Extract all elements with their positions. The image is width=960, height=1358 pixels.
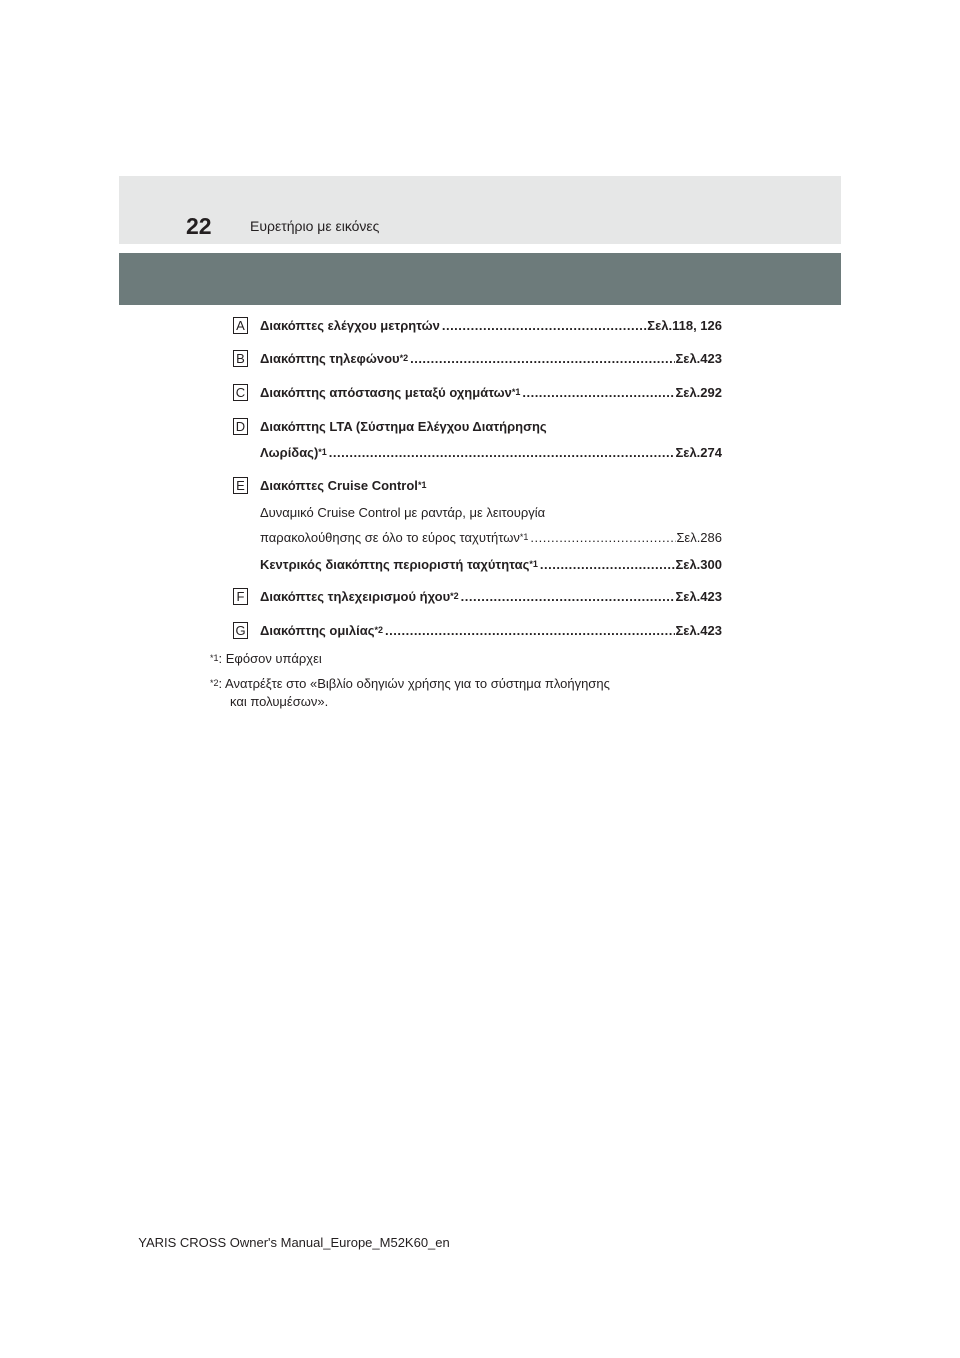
entry-e-sub2-page[interactable]: Σελ.300 xyxy=(675,557,722,572)
letter-badge-b: B xyxy=(233,350,248,367)
footnote-2 xyxy=(210,676,610,692)
footnote-1-text: : Εφόσον υπάρχει xyxy=(218,651,322,666)
footnote-1 xyxy=(210,651,322,667)
entry-g-label: Διακόπτης ομιλίας xyxy=(260,623,375,638)
leader-dots xyxy=(520,385,675,401)
entry-c-page[interactable]: Σελ.292 xyxy=(675,385,722,400)
entry-b-label: Διακόπτης τηλεφώνου xyxy=(260,351,400,366)
entry-f-label: Διακόπτες τηλεχειρισμού ήχου xyxy=(260,589,451,604)
leader-dots xyxy=(327,445,676,461)
footnote-1-mark: *1 xyxy=(210,653,219,663)
leader-dots xyxy=(459,589,676,605)
entry-c[interactable]: Διακόπτης απόστασης μεταξύ οχημάτων $^{*1}$ ..... Σελ.292 xyxy=(260,385,722,401)
entry-b-page[interactable]: Σελ.423 xyxy=(675,351,722,366)
letter-badge-d: D xyxy=(233,418,248,435)
entry-e-sub1[interactable]: παρακολούθησης σε όλο το εύρος ταχυτήτων $^{*1}$ ..... Σελ.286 xyxy=(260,530,722,546)
letter-badge-c: C xyxy=(233,384,248,401)
letter-badge-g: G xyxy=(233,622,248,639)
page-footer xyxy=(0,1235,960,1251)
entry-f-page[interactable]: Σελ.423 xyxy=(675,589,722,604)
entry-d-line1 xyxy=(260,419,722,435)
entry-e-sub1-line1: Δυναμικό Cruise Control με ραντάρ, με λειτουργία xyxy=(260,505,546,520)
entry-a-label: Διακόπτες ελέγχου μετρητών xyxy=(260,318,440,333)
entry-e-sub1-page[interactable]: Σελ.286 xyxy=(676,530,722,545)
entry-b[interactable]: Διακόπτης τηλεφώνου $^{*2}$ ..... Σελ.423 xyxy=(260,351,722,367)
entry-d-label: Λωρίδας) xyxy=(260,445,319,460)
entry-a[interactable] xyxy=(260,318,722,334)
leader-dots xyxy=(440,318,647,334)
letter-badge-f: F xyxy=(233,588,248,605)
entry-d-label-line1: Διακόπτης LTA (Σύστημα Ελέγχου Διατήρησης xyxy=(260,419,547,434)
entry-e-sub2[interactable]: Κεντρικός διακόπτης περιοριστή ταχύτητας $^{*1}$ ..... Σελ.300 xyxy=(260,557,722,573)
entry-a-page[interactable]: Σελ.118, 126 xyxy=(647,318,722,333)
leader-dots xyxy=(408,351,675,367)
page-header xyxy=(119,176,841,244)
entry-e: Διακόπτες Cruise Control $^{*1}$ xyxy=(260,478,427,493)
leader-dots xyxy=(383,623,675,639)
entry-e-sub2-label: Κεντρικός διακόπτης περιοριστή ταχύτητας xyxy=(260,557,530,572)
entry-f[interactable]: Διακόπτες τηλεχειρισμού ήχου $^{*2}$ ..... Σελ.423 xyxy=(260,589,722,605)
leader-dots xyxy=(528,530,676,546)
entry-e-label: Διακόπτες Cruise Control xyxy=(260,478,418,493)
page-number: 22 xyxy=(186,213,212,239)
entry-g-page[interactable]: Σελ.423 xyxy=(675,623,722,638)
letter-badge-a: A xyxy=(233,317,248,334)
entry-c-label: Διακόπτης απόστασης μεταξύ οχημάτων xyxy=(260,385,512,400)
footnote-2-mark: *2 xyxy=(210,678,219,688)
letter-badge-e: E xyxy=(233,477,248,494)
footnote-2-text: : Ανατρέξτε στο «Βιβλίο οδηγιών χρήσης για το σύστημα πλοήγησης xyxy=(218,676,610,691)
entry-e-sub1-label: παρακολούθησης σε όλο το εύρος ταχυτήτων xyxy=(260,530,520,545)
entry-g[interactable]: Διακόπτης ομιλίας $^{*2}$ ..... Σελ.423 xyxy=(260,623,722,639)
entry-d[interactable]: Λωρίδας) $^{*1}$ ..... Σελ.274 xyxy=(260,445,722,461)
footer-text: YARIS CROSS Owner's Manual_Europe_M52K60_en xyxy=(138,1235,450,1250)
leader-dots xyxy=(538,557,676,573)
header-band xyxy=(119,253,841,305)
entry-d-page[interactable]: Σελ.274 xyxy=(675,445,722,460)
footnote-2-line2: και πολυμέσων». xyxy=(230,694,329,709)
section-title: Ευρετήριο με εικόνες xyxy=(250,218,380,234)
